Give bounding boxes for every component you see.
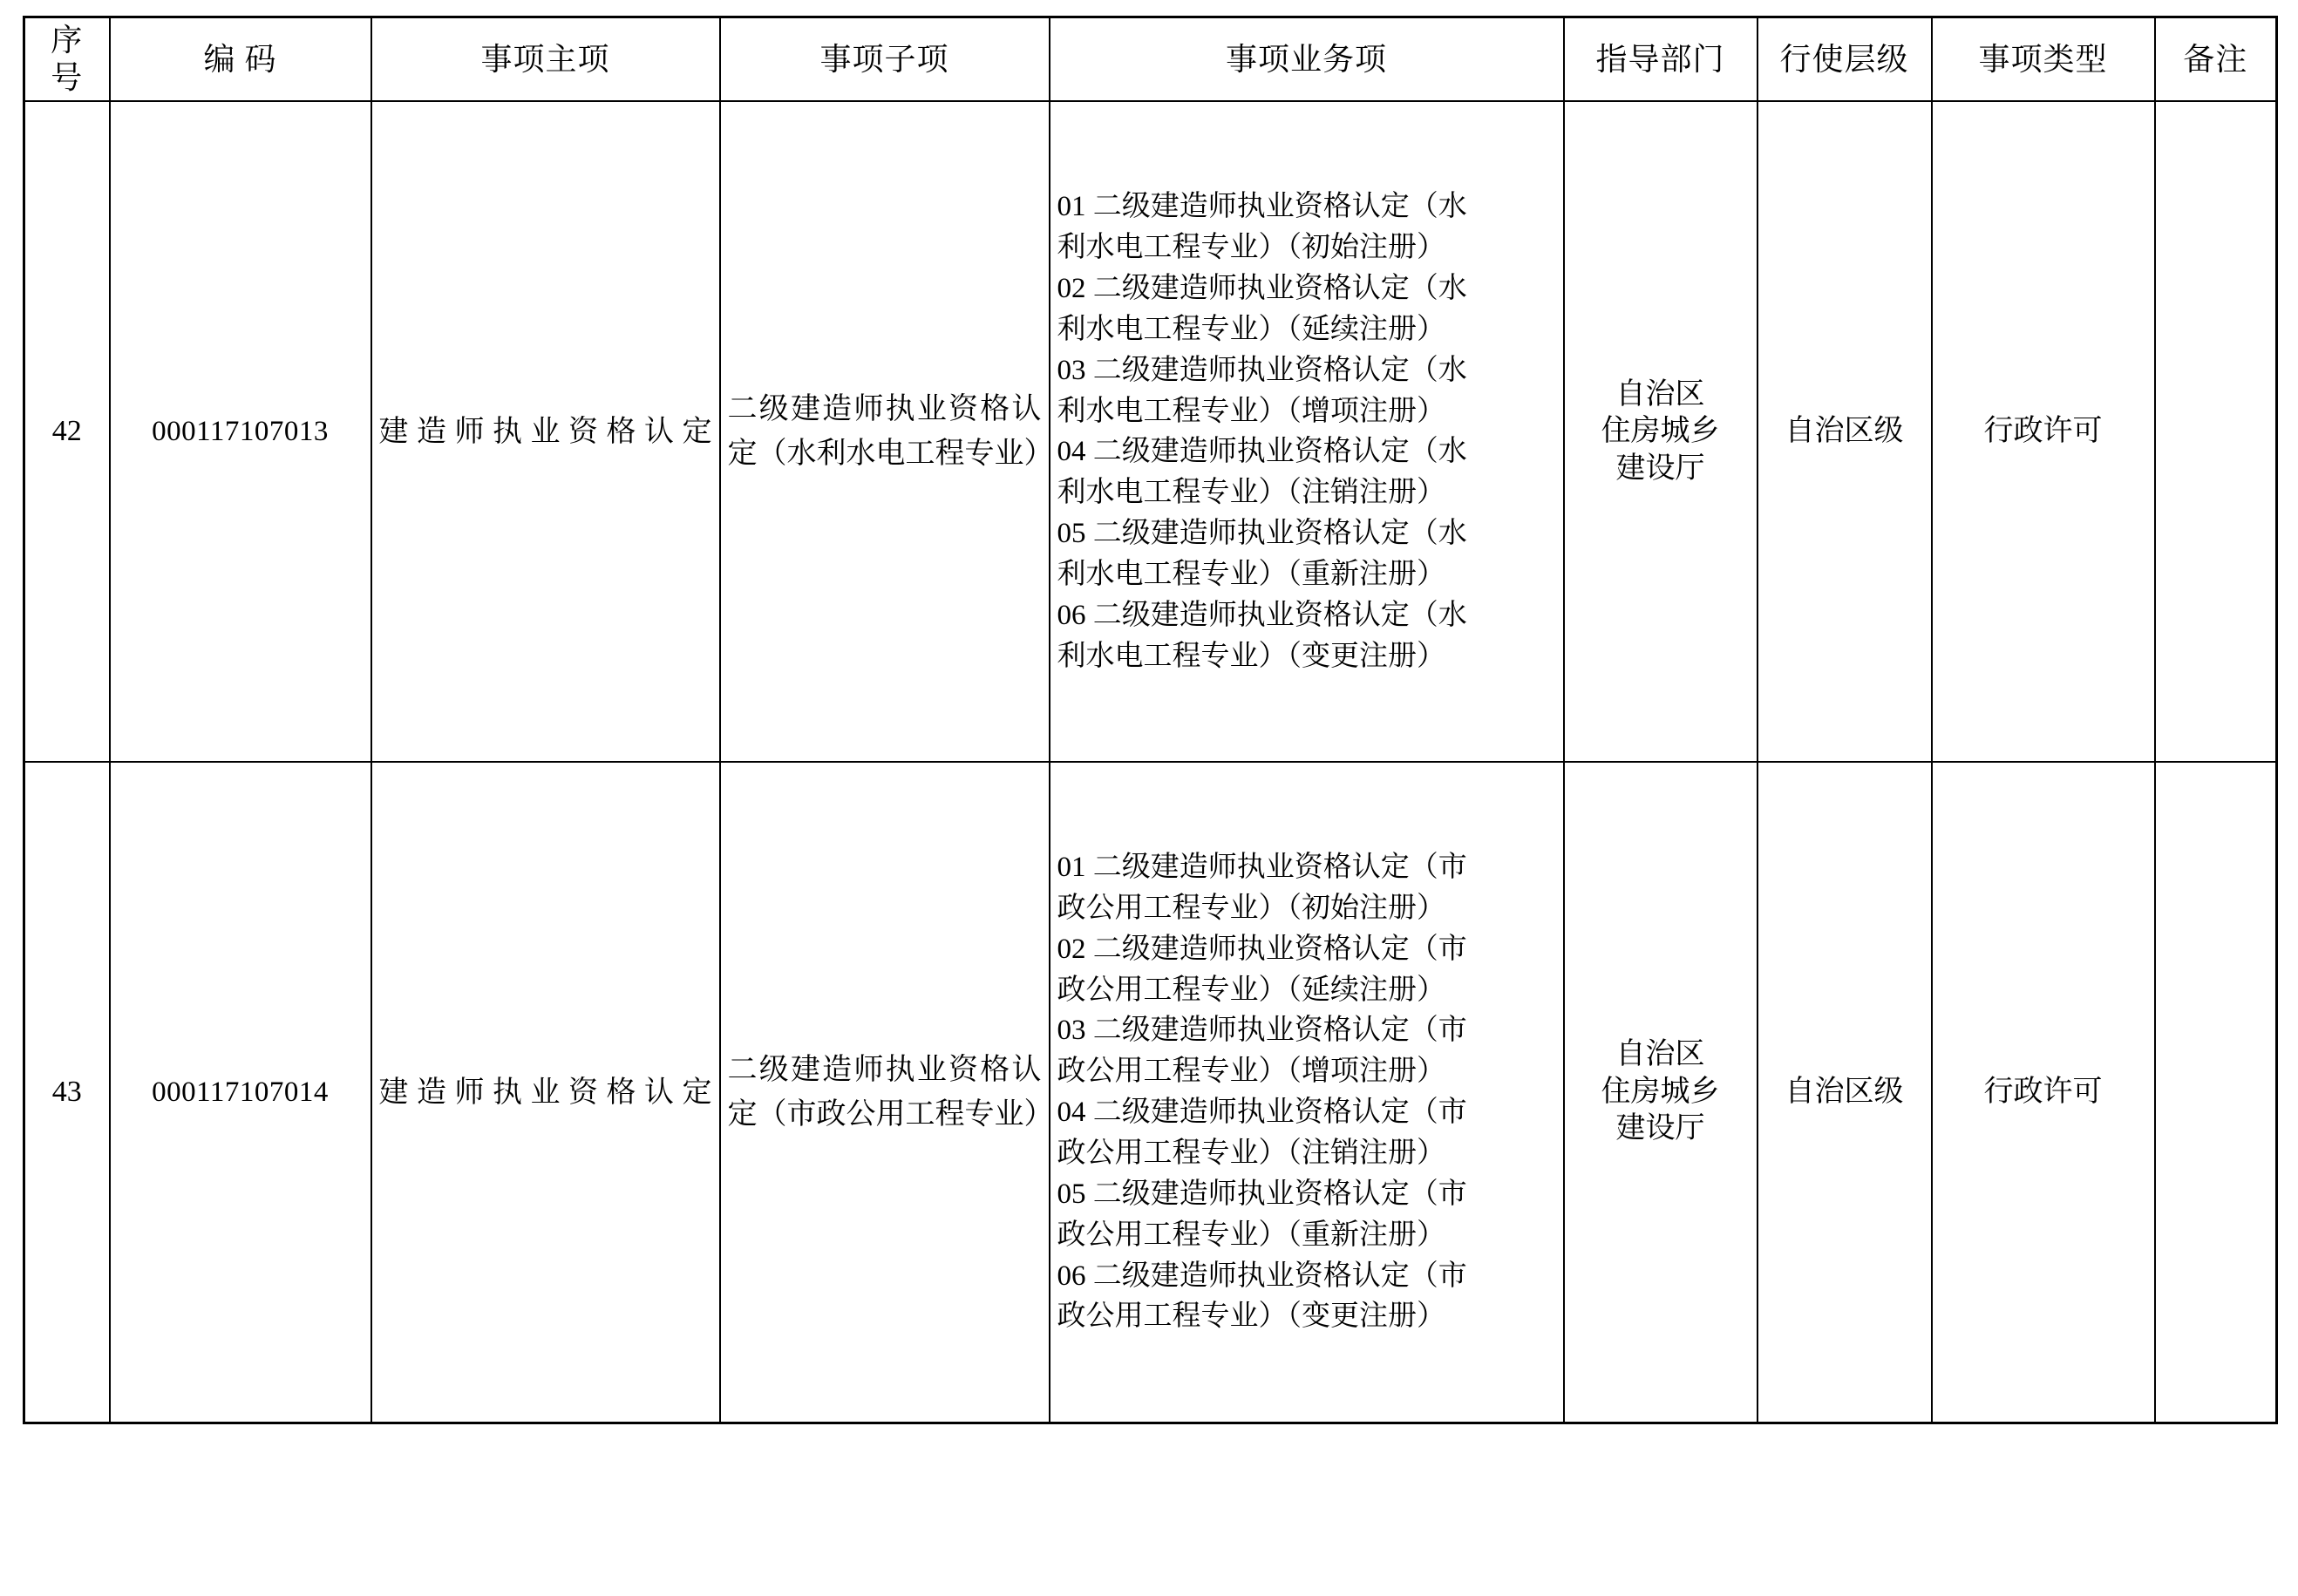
matters-table bbox=[23, 16, 2278, 1424]
column-header-sub-item: 事项子项 bbox=[720, 17, 1050, 102]
header-row bbox=[24, 17, 2277, 102]
cell-item-type: 行政许可 bbox=[1932, 762, 2155, 1423]
business-line: 02 二级建造师执业资格认定（水 bbox=[1057, 272, 1467, 304]
business-line: 政公用工程专业）（初始注册） bbox=[1057, 892, 1445, 924]
cell-remark bbox=[2155, 762, 2277, 1423]
cell-code: 000117107014 bbox=[110, 762, 371, 1423]
main-item-text: 建造师执业资格认定 bbox=[378, 1076, 712, 1109]
cell-exercise-level: 自治区级 bbox=[1757, 101, 1932, 762]
cell-seq: 43 bbox=[24, 762, 110, 1423]
department-line: 建设厅 bbox=[1615, 452, 1705, 485]
cell-main-item bbox=[371, 762, 720, 1423]
column-header-business-item: 事项业务项 bbox=[1050, 17, 1564, 102]
sub-item-text: 二级建造师执业资格认定（水利水电工程专业） bbox=[727, 393, 1054, 471]
cell-item-type: 行政许可 bbox=[1932, 101, 2155, 762]
column-header-item-type: 事项类型 bbox=[1932, 17, 2155, 102]
business-line: 政公用工程专业）（增项注册） bbox=[1057, 1056, 1445, 1088]
cell-guiding-department bbox=[1564, 101, 1757, 762]
department-line: 自治区 bbox=[1615, 1038, 1705, 1071]
sub-item-text: 二级建造师执业资格认定（市政公用工程专业） bbox=[727, 1054, 1054, 1131]
business-line: 利水电工程专业）（初始注册） bbox=[1057, 232, 1445, 264]
column-header-remark: 备注 bbox=[2155, 17, 2277, 102]
business-line: 06 二级建造师执业资格认定（水 bbox=[1057, 599, 1467, 631]
business-line: 政公用工程专业）（注销注册） bbox=[1057, 1137, 1445, 1169]
column-header-exercise-level: 行使层级 bbox=[1757, 17, 1932, 102]
cell-guiding-department bbox=[1564, 762, 1757, 1423]
cell-sub-item bbox=[720, 762, 1054, 1423]
business-line: 利水电工程专业）（注销注册） bbox=[1057, 477, 1445, 509]
department-line: 住房城乡 bbox=[1601, 1075, 1720, 1108]
cell-business-item bbox=[1050, 101, 1564, 762]
cell-exercise-level: 自治区级 bbox=[1757, 762, 1932, 1423]
business-line: 01 二级建造师执业资格认定（水 bbox=[1057, 191, 1467, 223]
table-header bbox=[24, 17, 2277, 102]
business-line: 02 二级建造师执业资格认定（市 bbox=[1057, 933, 1467, 965]
table-row bbox=[24, 762, 2277, 1423]
cell-business-item bbox=[1050, 762, 1564, 1423]
column-header-guiding-department: 指导部门 bbox=[1564, 17, 1757, 102]
business-line: 05 二级建造师执业资格认定（市 bbox=[1057, 1178, 1467, 1210]
business-line: 05 二级建造师执业资格认定（水 bbox=[1057, 518, 1467, 550]
department-line: 建设厅 bbox=[1615, 1112, 1705, 1145]
business-line: 利水电工程专业）（延续注册） bbox=[1057, 313, 1445, 345]
business-line: 利水电工程专业）（变更注册） bbox=[1057, 640, 1445, 672]
business-line: 01 二级建造师执业资格认定（市 bbox=[1057, 851, 1467, 883]
main-item-text: 建造师执业资格认定 bbox=[378, 415, 712, 448]
cell-code: 000117107013 bbox=[110, 101, 371, 762]
department-line: 自治区 bbox=[1615, 377, 1705, 411]
department-line: 住房城乡 bbox=[1601, 415, 1720, 448]
business-line: 利水电工程专业）（重新注册） bbox=[1057, 558, 1445, 590]
business-line: 政公用工程专业）（延续注册） bbox=[1057, 974, 1445, 1006]
column-header-code: 编 码 bbox=[110, 17, 371, 102]
column-header-seq: 序 号 bbox=[24, 17, 110, 102]
business-line: 利水电工程专业）（增项注册） bbox=[1057, 395, 1445, 427]
cell-sub-item bbox=[720, 101, 1054, 762]
table-body bbox=[24, 101, 2277, 1423]
business-line: 04 二级建造师执业资格认定（市 bbox=[1057, 1097, 1467, 1129]
column-header-main-item: 事项主项 bbox=[371, 17, 720, 102]
business-line: 政公用工程专业）（重新注册） bbox=[1057, 1219, 1445, 1251]
business-line: 03 二级建造师执业资格认定（水 bbox=[1057, 354, 1467, 386]
cell-main-item bbox=[371, 101, 720, 762]
business-line: 06 二级建造师执业资格认定（市 bbox=[1057, 1260, 1467, 1292]
business-line: 04 二级建造师执业资格认定（水 bbox=[1057, 436, 1467, 468]
business-line: 03 二级建造师执业资格认定（市 bbox=[1057, 1015, 1467, 1047]
table-row bbox=[24, 101, 2277, 762]
business-line: 政公用工程专业）（变更注册） bbox=[1057, 1301, 1445, 1333]
cell-remark bbox=[2155, 101, 2277, 762]
cell-seq: 42 bbox=[24, 101, 110, 762]
